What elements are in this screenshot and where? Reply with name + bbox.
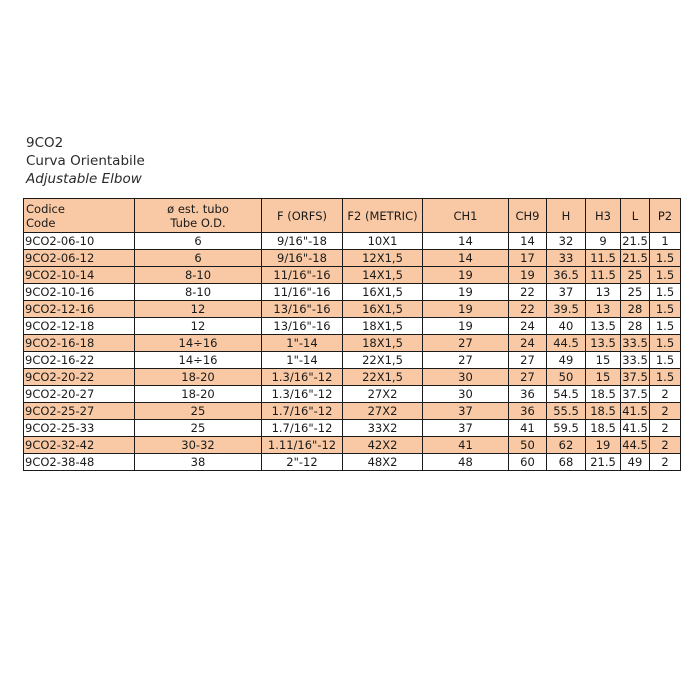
cell-h3: 21.5 (586, 454, 621, 471)
cell-h3: 13 (586, 301, 621, 318)
cell-ch1: 37 (423, 420, 509, 437)
cell-ch1: 19 (423, 267, 509, 284)
table-row (24, 437, 681, 454)
cell-l: 44.5 (622, 438, 648, 452)
cell-ch9: 14 (509, 233, 547, 250)
cell-code: 9CO2-12-18 (24, 318, 135, 335)
cell-p2: 1.5 (650, 301, 681, 318)
product-code: 9CO2 (26, 135, 64, 151)
cell-ch1: 48 (423, 454, 509, 471)
cell-f2-metric: 14X1,5 (343, 267, 423, 284)
cell-l: 37.5 (622, 370, 648, 384)
cell-ch1: 27 (423, 335, 509, 352)
table-row (24, 403, 681, 420)
cell-tube-od: 25 (135, 420, 262, 437)
cell-ch1: 27 (423, 352, 509, 369)
cell-h3: 13 (586, 284, 621, 301)
cell-p2: 1.5 (650, 284, 681, 301)
cell-ch9: 19 (509, 267, 547, 284)
cell-f2-metric: 27X2 (343, 386, 423, 403)
table-row (24, 420, 681, 437)
cell-code: 9CO2-10-14 (24, 267, 135, 284)
product-name-english: Adjustable Elbow (26, 171, 142, 187)
cell-h3: 13.5 (586, 335, 621, 352)
table-row (24, 454, 681, 471)
cell-f-orfs: 9/16"-18 (262, 233, 343, 250)
product-heading (26, 134, 145, 188)
cell-ch9: 50 (509, 437, 547, 454)
cell-ch9: 36 (509, 386, 547, 403)
dimensions-table (23, 198, 681, 471)
cell-ch1: 19 (423, 318, 509, 335)
table-row (24, 318, 681, 335)
cell-h3: 15 (586, 352, 621, 369)
table-row (24, 301, 681, 318)
cell-l: 41.5 (622, 404, 648, 418)
cell-p2: 1 (650, 233, 681, 250)
cell-l: 33.5 (622, 353, 648, 367)
table-row (24, 386, 681, 403)
cell-tube-od: 30-32 (135, 437, 262, 454)
cell-h3: 18.5 (586, 386, 621, 403)
cell-p2: 1.5 (650, 335, 681, 352)
cell-f2-metric: 22X1,5 (343, 352, 423, 369)
cell-f-orfs: 1.11/16"-12 (262, 437, 343, 454)
cell-h3: 18.5 (586, 403, 621, 420)
cell-ch9: 24 (509, 318, 547, 335)
cell-h: 36.5 (547, 267, 586, 284)
cell-tube-od: 6 (135, 233, 262, 250)
cell-p2: 2 (650, 403, 681, 420)
cell-h3: 11.5 (586, 267, 621, 284)
cell-p2: 2 (650, 386, 681, 403)
cell-code: 9CO2-20-27 (24, 386, 135, 403)
cell-ch9: 27 (509, 352, 547, 369)
cell-f-orfs: 1.7/16"-12 (262, 420, 343, 437)
cell-l: 21.5 (622, 251, 648, 265)
cell-f2-metric: 27X2 (343, 403, 423, 420)
cell-h: 68 (547, 454, 586, 471)
cell-ch9: 41 (509, 420, 547, 437)
cell-f2-metric: 12X1,5 (343, 250, 423, 267)
cell-p2: 1.5 (650, 318, 681, 335)
cell-h: 50 (547, 369, 586, 386)
cell-code: 9CO2-20-22 (24, 369, 135, 386)
cell-ch1: 37 (423, 403, 509, 420)
cell-l: 33.5 (622, 336, 648, 350)
cell-ch1: 30 (423, 386, 509, 403)
cell-h: 44.5 (547, 335, 586, 352)
cell-ch9: 36 (509, 403, 547, 420)
table-row (24, 284, 681, 301)
column-header-code: Codice Code (24, 199, 135, 233)
table-row (24, 369, 681, 386)
cell-code: 9CO2-25-27 (24, 403, 135, 420)
column-header-h3: H3 (586, 199, 621, 233)
column-header-ch1: CH1 (423, 199, 509, 233)
cell-h3: 13.5 (586, 318, 621, 335)
cell-ch9: 22 (509, 301, 547, 318)
cell-h3: 11.5 (586, 250, 621, 267)
cell-ch9: 22 (509, 284, 547, 301)
cell-code: 9CO2-12-16 (24, 301, 135, 318)
cell-h: 62 (547, 437, 586, 454)
cell-f2-metric: 22X1,5 (343, 369, 423, 386)
cell-code: 9CO2-06-10 (24, 233, 135, 250)
cell-ch9: 24 (509, 335, 547, 352)
cell-p2: 1.5 (650, 250, 681, 267)
cell-f2-metric: 16X1,5 (343, 301, 423, 318)
cell-h: 55.5 (547, 403, 586, 420)
cell-ch1: 41 (423, 437, 509, 454)
cell-tube-od: 8-10 (135, 284, 262, 301)
cell-f-orfs: 13/16"-16 (262, 318, 343, 335)
cell-ch1: 14 (423, 250, 509, 267)
cell-f-orfs: 1.7/16"-12 (262, 403, 343, 420)
cell-f-orfs: 1"-14 (262, 352, 343, 369)
cell-h: 39.5 (547, 301, 586, 318)
cell-ch9: 60 (509, 454, 547, 471)
cell-l: 41.5 (622, 421, 648, 435)
cell-l: 37.5 (622, 387, 648, 401)
table-row (24, 267, 681, 284)
cell-f2-metric: 16X1,5 (343, 284, 423, 301)
cell-ch9: 27 (509, 369, 547, 386)
cell-code: 9CO2-06-12 (24, 250, 135, 267)
cell-f2-metric: 18X1,5 (343, 335, 423, 352)
cell-l: 25 (621, 284, 650, 301)
column-header-h: H (547, 199, 586, 233)
cell-tube-od: 6 (135, 250, 262, 267)
cell-tube-od: 14÷16 (135, 335, 262, 352)
cell-f-orfs: 11/16"-16 (262, 267, 343, 284)
cell-l: 21.5 (622, 234, 648, 248)
cell-p2: 1.5 (650, 267, 681, 284)
cell-ch1: 30 (423, 369, 509, 386)
column-header-f2-metric: F2 (METRIC) (343, 199, 423, 233)
cell-tube-od: 18-20 (135, 386, 262, 403)
cell-code: 9CO2-16-18 (24, 335, 135, 352)
cell-l: 25 (621, 267, 650, 284)
cell-f-orfs: 11/16"-16 (262, 284, 343, 301)
cell-tube-od: 8-10 (135, 267, 262, 284)
cell-h: 37 (547, 284, 586, 301)
cell-code: 9CO2-32-42 (24, 437, 135, 454)
cell-ch1: 19 (423, 284, 509, 301)
cell-f-orfs: 13/16"-16 (262, 301, 343, 318)
column-header-l: L (621, 199, 650, 233)
cell-f-orfs: 1.3/16"-12 (262, 369, 343, 386)
product-name-italian: Curva Orientabile (26, 153, 145, 169)
cell-p2: 2 (650, 437, 681, 454)
column-header-ch9: CH9 (509, 199, 547, 233)
cell-f2-metric: 33X2 (343, 420, 423, 437)
cell-tube-od: 18-20 (135, 369, 262, 386)
cell-f-orfs: 1"-14 (262, 335, 343, 352)
cell-p2: 1.5 (650, 352, 681, 369)
table-row (24, 233, 681, 250)
cell-f2-metric: 42X2 (343, 437, 423, 454)
cell-ch1: 19 (423, 301, 509, 318)
column-header-p2: P2 (650, 199, 681, 233)
cell-code: 9CO2-10-16 (24, 284, 135, 301)
cell-l: 28 (621, 318, 650, 335)
table-row (24, 352, 681, 369)
column-header-tube-od: ø est. tubo Tube O.D. (135, 199, 262, 233)
cell-f2-metric: 18X1,5 (343, 318, 423, 335)
cell-h: 59.5 (547, 420, 586, 437)
cell-ch1: 14 (423, 233, 509, 250)
cell-code: 9CO2-16-22 (24, 352, 135, 369)
cell-tube-od: 12 (135, 301, 262, 318)
column-header-f-orfs: F (ORFS) (262, 199, 343, 233)
cell-code: 9CO2-38-48 (24, 454, 135, 471)
cell-h: 40 (547, 318, 586, 335)
cell-h3: 18.5 (586, 420, 621, 437)
cell-l: 28 (621, 301, 650, 318)
cell-l: 49 (621, 454, 650, 471)
cell-ch9: 17 (509, 250, 547, 267)
cell-h: 33 (547, 250, 586, 267)
cell-code: 9CO2-25-33 (24, 420, 135, 437)
table-row (24, 250, 681, 267)
cell-h3: 15 (586, 369, 621, 386)
cell-tube-od: 25 (135, 403, 262, 420)
table-header-row (24, 199, 681, 233)
cell-tube-od: 14÷16 (135, 352, 262, 369)
cell-p2: 2 (650, 420, 681, 437)
cell-f-orfs: 2"-12 (262, 454, 343, 471)
cell-h: 49 (547, 352, 586, 369)
table-row (24, 335, 681, 352)
cell-h3: 9 (586, 233, 621, 250)
cell-tube-od: 38 (135, 454, 262, 471)
cell-f-orfs: 1.3/16"-12 (262, 386, 343, 403)
cell-h: 54.5 (547, 386, 586, 403)
cell-f-orfs: 9/16"-18 (262, 250, 343, 267)
cell-h: 32 (547, 233, 586, 250)
cell-h3: 19 (586, 437, 621, 454)
cell-p2: 2 (650, 454, 681, 471)
cell-tube-od: 12 (135, 318, 262, 335)
cell-f2-metric: 48X2 (343, 454, 423, 471)
cell-f2-metric: 10X1 (343, 233, 423, 250)
cell-p2: 1.5 (650, 369, 681, 386)
